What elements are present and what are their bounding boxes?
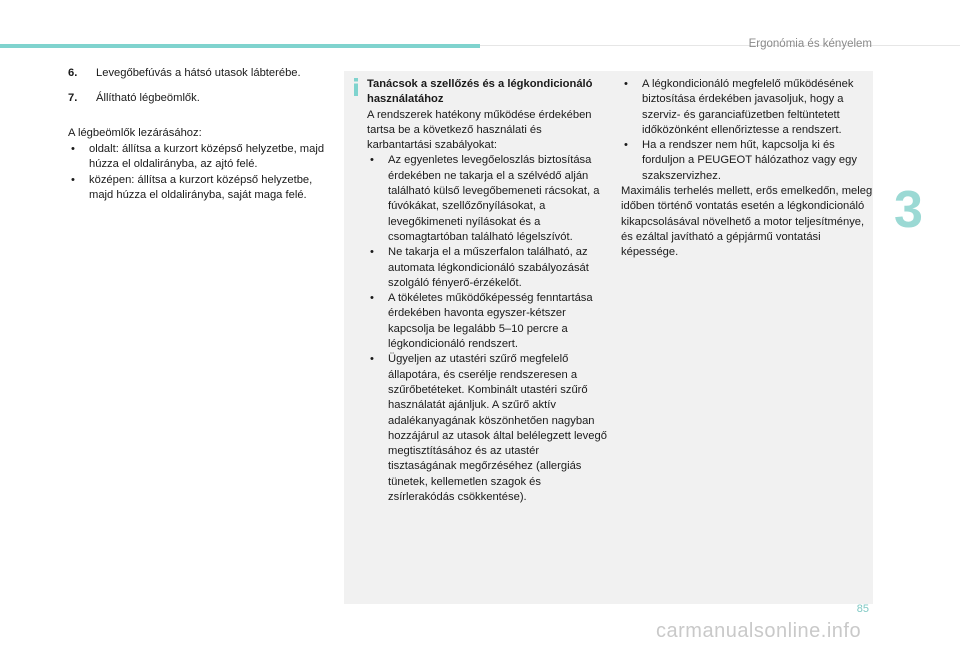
watermark: carmanualsonline.info bbox=[656, 620, 862, 642]
info-icon bbox=[350, 78, 362, 96]
list-item: • középen: állítsa a kurzort középső helyzetbe, majd húzza el oldalirányba, saját maga felé. bbox=[68, 173, 333, 204]
item-number: 7. bbox=[68, 91, 78, 104]
item-number: 6. bbox=[68, 67, 78, 79]
list-item: • Ügyeljen az utastéri szűrő megfelelő állapotára, és cserélje rendszeresen a szűrőbetéteket. Kombinált utastéri szűrő használatát ajánljuk. A szűrő aktív adalékanyagának köszönhetően nagyban hozzájárul az utasok által belélegzett levegő megtisztításához és az utastér tisztaságának megőrzéséhez (allergiás tünetek, kellemetlen szagok és zsírlerakódás csökkentése). bbox=[367, 352, 607, 505]
numbered-item bbox=[68, 91, 333, 107]
item-text: Állítható légbeömlők. bbox=[96, 91, 200, 104]
advice-closing: Maximális terhelés mellett, erős emelkedőn, meleg időben történő vontatás esetén a légkondicionáló kikapcsolásával növelhető a motor teljesítménye, és ezáltal javítható a gépjármű vontatási képessége. bbox=[621, 185, 873, 259]
page-number: 85 bbox=[856, 603, 869, 615]
advice-title: Tanácsok a szellőzés és a légkondicionáló használatához bbox=[367, 78, 593, 106]
advice-column-2 bbox=[621, 77, 873, 261]
list-item: • Ha a rendszer nem hűt, kapcsolja ki és forduljon a PEUGEOT hálózathoz vagy egy szakszervizhez. bbox=[621, 138, 873, 184]
list-item: • A tökéletes működőképesség fenntartása érdekében havonta egyszer-kétszer kapcsolja be legalább 5–10 percre a légkondicionáló rendszert. bbox=[367, 291, 607, 352]
list-item: • Ne takarja el a műszerfalon található, az automata légkondicionáló szabályozását szolgáló fényerő-érzékelőt. bbox=[367, 245, 607, 291]
list-item: • A légkondicionáló megfelelő működésének biztosítása érdekében javasoljuk, hogy a szerviz- és garanciafüzetben feltüntetett időközönként ellenőriztesse a rendszert. bbox=[621, 77, 873, 138]
advice-list bbox=[621, 77, 873, 184]
page-header-title: Ergonómia és kényelem bbox=[748, 38, 872, 50]
vent-closing-intro: A légbeömlők lezárásához: bbox=[68, 127, 202, 139]
advice-column-1 bbox=[367, 77, 607, 505]
advice-list bbox=[367, 153, 607, 505]
numbered-item bbox=[68, 66, 333, 82]
list-item: • oldalt: állítsa a kurzort középső helyzetbe, majd húzza el oldalirányba, az ajtó felé. bbox=[68, 142, 333, 173]
advice-intro: A rendszerek hatékony működése érdekében tartsa be a következő használati és karbantartási szabályokat: bbox=[367, 108, 592, 152]
list-item: • Az egyenletes levegőeloszlás biztosítása érdekében ne takarja el a szélvédő alján található külső levegőbemeneti rácsokat, a fúvókákat, szellőzőnyílásokat, a levegőkimeneti nyílásokat és a csomagtartóban található légelszívót. bbox=[367, 153, 607, 245]
header-divider bbox=[480, 45, 960, 46]
chapter-number: 3 bbox=[894, 181, 923, 239]
header-accent-bar bbox=[0, 44, 480, 48]
item-text: Levegőbefúvás a hátsó utasok lábterébe. bbox=[96, 67, 301, 79]
left-column bbox=[68, 66, 333, 204]
vent-closing-list bbox=[68, 142, 333, 204]
